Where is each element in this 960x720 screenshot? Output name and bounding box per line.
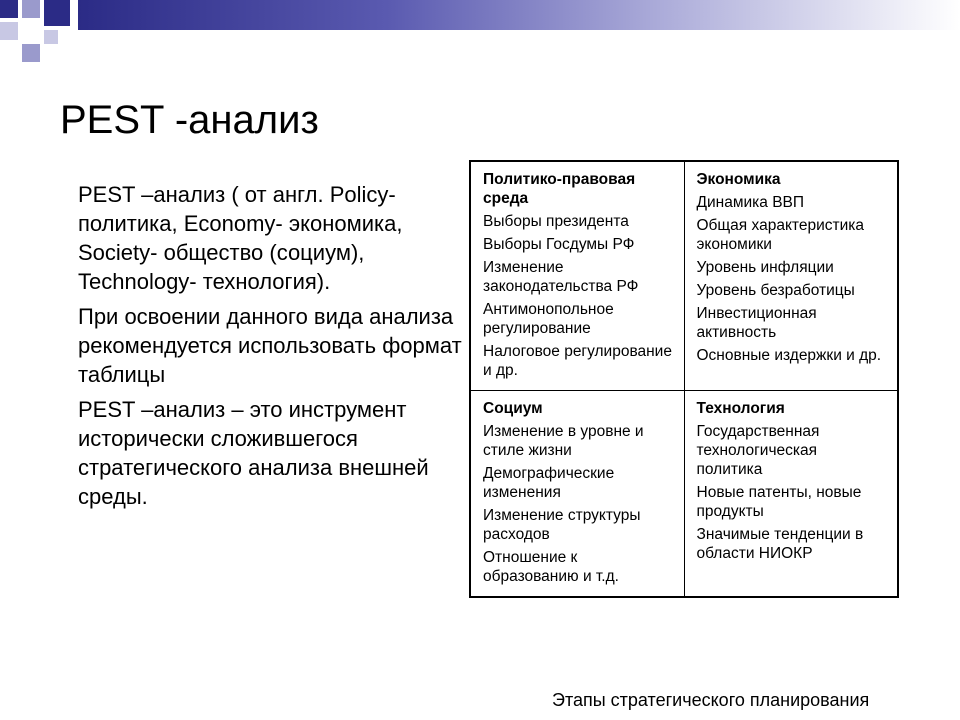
list-item: Новые патенты, новые продукты <box>696 484 862 520</box>
tool-paragraph: PEST –анализ – это инструмент исторически сложившегося стратегического анализа внешней среды. <box>78 397 429 509</box>
list-item: Демографические изменения <box>483 465 615 501</box>
list-item: Выборы Госдумы РФ <box>483 236 635 253</box>
decor-square <box>44 30 58 44</box>
list-item: Общая характеристика экономики <box>696 217 864 253</box>
social-header: Социум <box>483 400 543 417</box>
decor-square <box>22 0 40 18</box>
political-cell <box>470 161 684 391</box>
decor-square <box>22 44 40 62</box>
decor-square <box>0 22 18 40</box>
list-item: Уровень безработицы <box>696 282 855 299</box>
list-item: Изменение в уровне и стиле жизни <box>483 423 644 459</box>
list-item: Изменение структуры расходов <box>483 507 641 543</box>
list-item: Изменение законодательства РФ <box>483 259 639 295</box>
economic-cell <box>684 161 898 391</box>
definition-paragraph: PEST –анализ ( от англ. Policy- политика, Economy- экономика, Society- общество (социум), Technology- технология). <box>78 182 403 294</box>
recommendation-paragraph: При освоении данного вида анализа рекомендуется использовать формат таблицы <box>78 304 462 387</box>
social-cell <box>470 391 684 598</box>
decor-square <box>0 0 18 18</box>
political-header: Политико-правовая среда <box>483 171 636 207</box>
list-item: Основные издержки и др. <box>696 347 882 364</box>
header-gradient-bar <box>78 0 960 30</box>
list-item: Антимонопольное регулирование <box>483 301 614 337</box>
list-item: Инвестиционная активность <box>696 305 817 341</box>
list-item: Государственная технологическая политика <box>696 423 820 478</box>
pest-table <box>469 160 899 598</box>
left-text-block <box>42 180 462 517</box>
economic-header: Экономика <box>696 171 781 188</box>
list-item: Динамика ВВП <box>696 194 805 211</box>
footer-caption: Этапы стратегического планирования <box>552 690 870 710</box>
list-item: Уровень инфляции <box>696 259 834 276</box>
technology-cell <box>684 391 898 598</box>
decor-square <box>44 0 70 26</box>
list-item: Значимые тенденции в области НИОКР <box>696 526 864 562</box>
list-item: Отношение к образованию и т.д. <box>483 549 619 585</box>
list-item: Налоговое регулирование и др. <box>483 343 672 379</box>
technology-header: Технология <box>696 400 785 417</box>
slide-title: PEST -анализ <box>60 98 319 142</box>
list-item: Выборы президента <box>483 213 629 230</box>
